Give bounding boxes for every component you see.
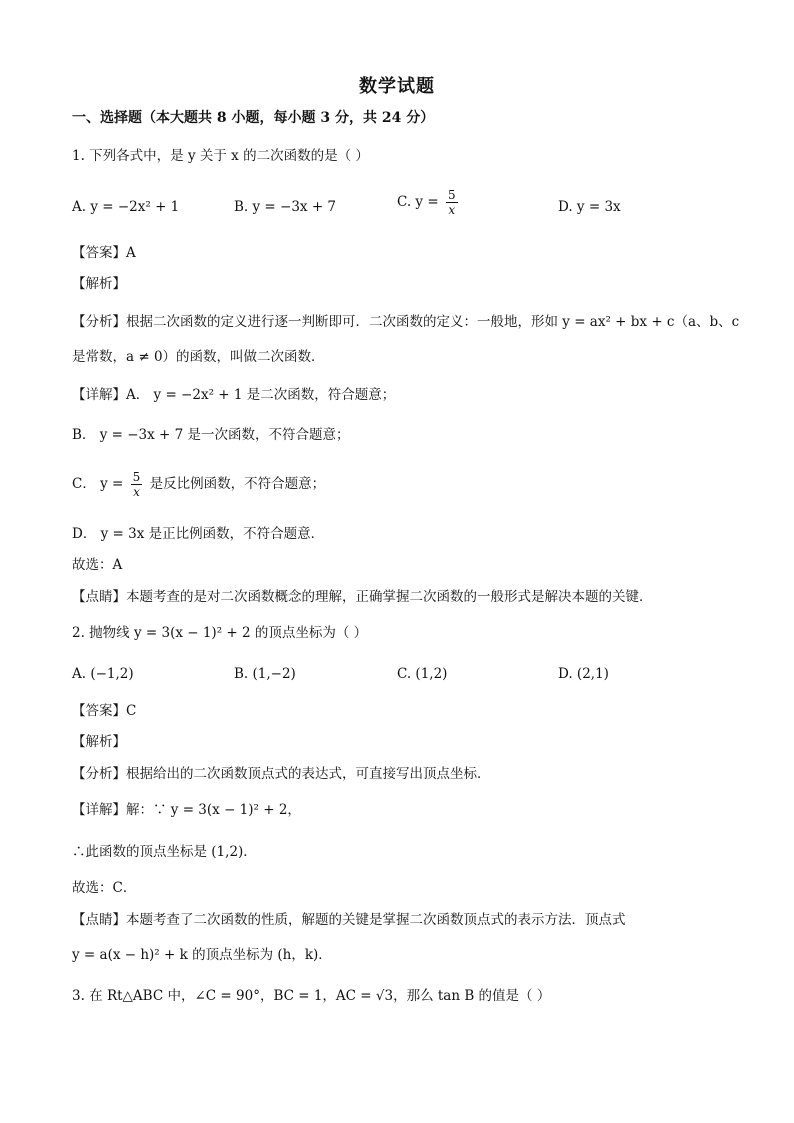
q1-option-c-denominator: x	[448, 203, 456, 217]
q1-choose: 故选：A	[72, 557, 123, 573]
q2-dianjing-line1: 【点睛】本题考查了二次函数的性质，解题的关键是掌握二次函数顶点式的表示方法．顶点式	[72, 912, 626, 928]
q2-option-a: A. (−1,2)	[72, 666, 134, 682]
q2-detail: 【详解】解：∵ y = 3(x − 1)² + 2，	[72, 802, 301, 818]
q2-answer: 【答案】C	[72, 703, 137, 719]
q2-option-d: D. (2,1)	[558, 666, 609, 682]
q2-fenxi: 【分析】根据给出的二次函数顶点式的表达式，可直接写出顶点坐标．	[72, 766, 491, 782]
q2-dianjing-line2: y = a(x − h)² + k 的顶点坐标为 (h，k)．	[72, 947, 332, 963]
q1-option-c	[397, 188, 461, 217]
q1-detail-b: B． y = −3x + 7 是一次函数，不符合题意；	[72, 427, 350, 443]
q1-fenxi-line2: 是常数，a ≠ 0）的函数，叫做二次函数．	[72, 349, 325, 365]
q1-detail-c-denominator: x	[133, 485, 140, 499]
q2-stem: 2. 抛物线 y = 3(x − 1)² + 2 的顶点坐标为（ ）	[72, 625, 368, 641]
q1-option-b: B. y = −3x + 7	[234, 199, 337, 215]
doc-title: 数学试题	[359, 76, 435, 97]
q1-detail-c	[72, 470, 325, 499]
q2-option-c: C. (1,2)	[397, 666, 448, 682]
q1-analysis-label: 【解析】	[72, 276, 126, 292]
q1-option-c-prefix: C. y =	[397, 194, 439, 210]
q1-stem: 1. 下列各式中，是 y 关于 x 的二次函数的是（ ）	[72, 148, 369, 164]
q2-analysis-label: 【解析】	[72, 734, 126, 750]
q3-stem: 3. 在 Rt△ABC 中，∠C = 90°，BC = 1，AC = √3，那么 tan B 的值是（ ）	[72, 988, 551, 1004]
section-heading: 一、选择题（本大题共 8 小题，每小题 3 分，共 24 分）	[72, 110, 435, 126]
q1-detail-c-prefix: C． y =	[72, 476, 124, 492]
q1-option-c-fraction	[446, 188, 458, 217]
q2-option-b: B. (1,−2)	[234, 666, 296, 682]
q1-fenxi-line1: 【分析】根据二次函数的定义进行逐一判断即可．二次函数的定义：一般地，形如 y = ax² + bx + c（a、b、c	[72, 314, 740, 330]
q1-detail-c-numerator: 5	[132, 470, 141, 484]
q1-detail-c-suffix: 是反比例函数，不符合题意；	[149, 476, 326, 492]
q1-option-d: D. y = 3x	[558, 199, 621, 215]
q1-detail-c-fraction	[131, 470, 143, 499]
q1-detail-a: 【详解】A． y = −2x² + 1 是二次函数，符合题意；	[72, 387, 396, 403]
q1-option-a: A. y = −2x² + 1	[72, 199, 180, 215]
q1-answer: 【答案】A	[72, 245, 136, 261]
q2-choose: 故选：C．	[72, 880, 137, 896]
q1-option-c-numerator: 5	[447, 188, 456, 202]
q2-conclusion: ∴此函数的顶点坐标是 (1,2)．	[72, 844, 257, 860]
q1-detail-d: D． y = 3x 是正比例函数，不符合题意．	[72, 526, 325, 542]
q1-dianjing: 【点睛】本题考查的是对二次函数概念的理解，正确掌握二次函数的一般形式是解决本题的关键．	[72, 589, 653, 605]
